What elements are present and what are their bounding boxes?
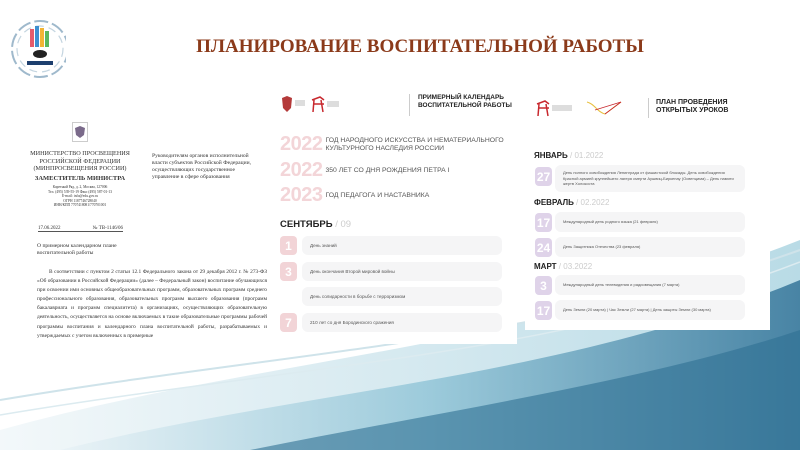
ministry-name bbox=[14, 150, 146, 173]
divider bbox=[409, 94, 410, 116]
year-text: 350 ЛЕТ СО ДНЯ РОЖДЕНИЯ ПЕТРА I bbox=[325, 166, 450, 174]
month-name: ЯНВАРЬ bbox=[534, 151, 568, 160]
month-heading bbox=[534, 198, 609, 207]
month-name: СЕНТЯБРЬ bbox=[280, 219, 333, 230]
partner-logos-icon bbox=[535, 98, 625, 118]
month-heading bbox=[534, 262, 592, 271]
event-item: День Защитника Отечества (23 февраля) bbox=[555, 237, 745, 257]
day-badge: 7 bbox=[280, 313, 297, 332]
day-badge: 3 bbox=[280, 262, 297, 281]
letter-subject: О примерном календарном плане воспитательной работы bbox=[37, 243, 117, 256]
lessons-header: ПЛАН ПРОВЕДЕНИЯ ОТКРЫТЫХ УРОКОВ bbox=[656, 99, 729, 114]
ministry-line: МИНИСТЕРСТВО ПРОСВЕЩЕНИЯ bbox=[30, 150, 130, 157]
year-row bbox=[280, 159, 450, 182]
ministry-logos-icon bbox=[280, 94, 340, 116]
emblem-icon bbox=[72, 122, 88, 142]
address-line: Каретный Ряд, д. 2, Москва, 127006 bbox=[52, 185, 108, 189]
event-item: День солидарности в борьбе с терроризмом bbox=[302, 287, 502, 306]
month-name: ФЕВРАЛЬ bbox=[534, 198, 574, 207]
letter-number: № ТВ-1146/06 bbox=[92, 226, 123, 231]
event-item: День окончания Второй мировой войны bbox=[302, 262, 502, 281]
day-badge: 27 bbox=[535, 167, 552, 186]
event-item: День полного освобождения Ленинграда от фашистской блокады. День освобождения Красной армией крупнейшего лагеря смерти Аушвиц-Биркенау (Освенцима) – День памяти жертв Холокоста bbox=[555, 165, 745, 192]
year-text: ГОД ПЕДАГОГА И НАСТАВНИКА bbox=[325, 191, 430, 199]
position-title: ЗАМЕСТИТЕЛЬ МИНИСТРА bbox=[34, 175, 126, 182]
event-item: Международный день телевидения и радиовещания (7 марта) bbox=[555, 275, 745, 295]
month-heading bbox=[280, 219, 351, 230]
address-line: ИНН/КПП 7707418081/770701001 bbox=[53, 203, 107, 207]
year-number: 2022 bbox=[280, 159, 323, 181]
event-item: День знаний bbox=[302, 236, 502, 255]
month-number: / 03.2022 bbox=[558, 262, 593, 271]
month-heading bbox=[534, 151, 603, 160]
event-item: День Земли (20 марта) | Час Земли (27 марта) | День защиты Земли (30 марта) bbox=[555, 300, 745, 320]
divider bbox=[648, 98, 649, 118]
event-item: 210 лет со дня Бородинского сражения bbox=[302, 313, 502, 332]
ministry-line: (МИНПРОСВЕЩЕНИЯ РОССИИ) bbox=[33, 165, 127, 172]
page-title: ПЛАНИРОВАНИЕ ВОСПИТАТЕЛЬНОЙ РАБОТЫ bbox=[196, 36, 644, 57]
year-row bbox=[280, 184, 429, 207]
ministry-line: РОССИЙСКОЙ ФЕДЕРАЦИИ bbox=[39, 157, 121, 165]
month-number: / 01.2022 bbox=[570, 151, 604, 160]
month-number: / 02.2022 bbox=[576, 198, 610, 207]
calendar-header: ПРИМЕРНЫЙ КАЛЕНДАРЬ ВОСПИТАТЕЛЬНОЙ РАБОТЫ bbox=[418, 94, 512, 109]
year-number: 2023 bbox=[280, 184, 323, 206]
day-badge: 17 bbox=[535, 301, 552, 320]
letter-addressee: Руководителям органов исполнительной власти субъектов Российской Федерации, осуществляющих государственное управление в сфере образования bbox=[152, 153, 252, 180]
month-number: / 09 bbox=[335, 219, 352, 230]
year-row bbox=[280, 133, 506, 156]
year-text: ГОД НАРОДНОГО ИСКУССТВА И НЕМАТЕРИАЛЬНОГО КУЛЬТУРНОГО НАСЛЕДИЯ РОССИИ bbox=[325, 136, 504, 152]
year-number: 2022 bbox=[280, 133, 323, 155]
event-item: Международный день родного языка (21 февраля) bbox=[555, 212, 745, 232]
address-line: Тел. (495) 539-55-19 Факс (495) 587-01-13 bbox=[47, 189, 113, 194]
letter-date-line bbox=[38, 226, 123, 232]
address-line: ОГРН 1187746728040 bbox=[63, 198, 97, 203]
day-badge: 1 bbox=[280, 236, 297, 255]
address-line: E-mail: info@edu.gov.ru bbox=[62, 194, 98, 198]
day-badge: 24 bbox=[535, 238, 552, 257]
letter-body: В соответствии с пунктом 2 статьи 12.1 Федерального закона от 29 декабря 2012 г. № 273-ФЗ «Об образовании в Российской Федерации» (далее – Федеральный закон) воспитание обучающихся при освоении ими основных общеобразовательных программ, образовательных программ среднего профессионального образования, образовательных программ высшего образования (программ бакалавриата и программ специалитета) в организациях, осуществляющих образовательную деятельность, осуществляется на основе включаемых в такие образовательные программы рабочей программы воспитания и календарного плана воспитательной работы, разрабатываемых и утверждаемых с учетом включенных в примерные bbox=[37, 269, 267, 339]
ministry-address bbox=[14, 185, 146, 208]
month-name: МАРТ bbox=[534, 262, 557, 271]
letter-date: 17.06.2022 bbox=[38, 226, 61, 231]
day-badge: 17 bbox=[535, 213, 552, 232]
day-badge: 3 bbox=[535, 276, 552, 295]
